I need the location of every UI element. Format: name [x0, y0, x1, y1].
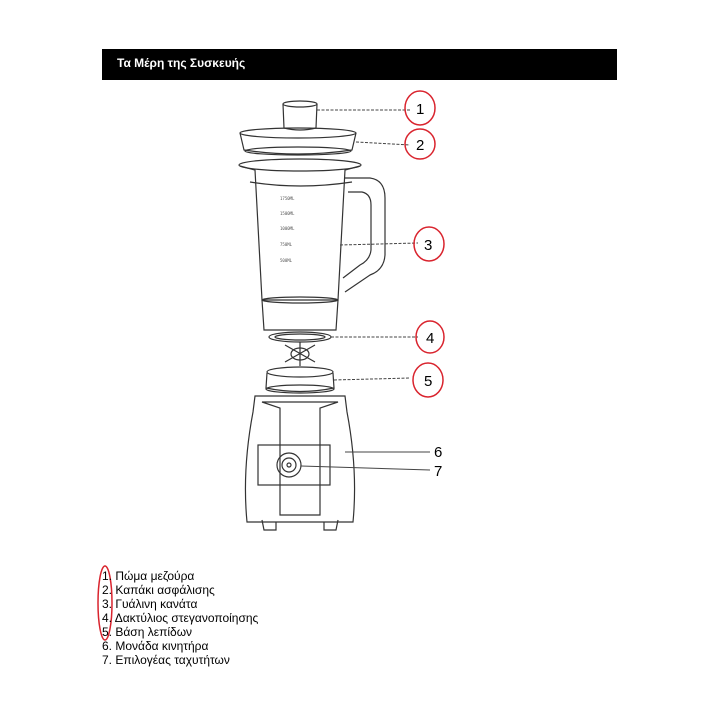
jar-marking: 1750ML — [280, 196, 295, 201]
measuring-cap-drawing — [283, 101, 317, 130]
list-item: 3. Γυάλινη κανάτα — [102, 597, 198, 611]
list-item: 7. Επιλογέας ταχυτήτων — [102, 653, 230, 667]
jar-marking: 1500ML — [280, 211, 295, 216]
jar-marking: 1000ML — [280, 226, 295, 231]
callout-number: 1 — [416, 101, 425, 118]
lid-drawing — [240, 128, 356, 155]
callout-number: 5 — [424, 373, 433, 390]
callout-number: 2 — [416, 137, 425, 154]
callout-number: 3 — [424, 237, 433, 254]
section-title: Τα Μέρη της Συσκευής — [117, 56, 246, 70]
list-item: 2. Καπάκι ασφάλισης — [102, 583, 215, 597]
list-item: 6. Μονάδα κινητήρα — [102, 639, 209, 653]
parts-list — [102, 569, 258, 667]
list-item: 5. Βάση λεπίδων — [102, 625, 193, 639]
callout-number: 4 — [426, 330, 435, 347]
seal-ring-drawing — [269, 332, 331, 342]
motor-base-drawing — [245, 396, 354, 530]
list-item: 4. Δακτύλιος στεγανοποίησης — [102, 611, 259, 625]
jar-marking: 500ML — [280, 258, 293, 263]
blade-base-drawing — [266, 367, 334, 393]
callout-number: 6 — [434, 444, 443, 461]
blade-drawing — [285, 342, 315, 366]
callout-number: 7 — [434, 463, 443, 480]
list-item: 1. Πώμα μεζούρα — [102, 569, 195, 583]
jar-marking: 750ML — [280, 242, 293, 247]
